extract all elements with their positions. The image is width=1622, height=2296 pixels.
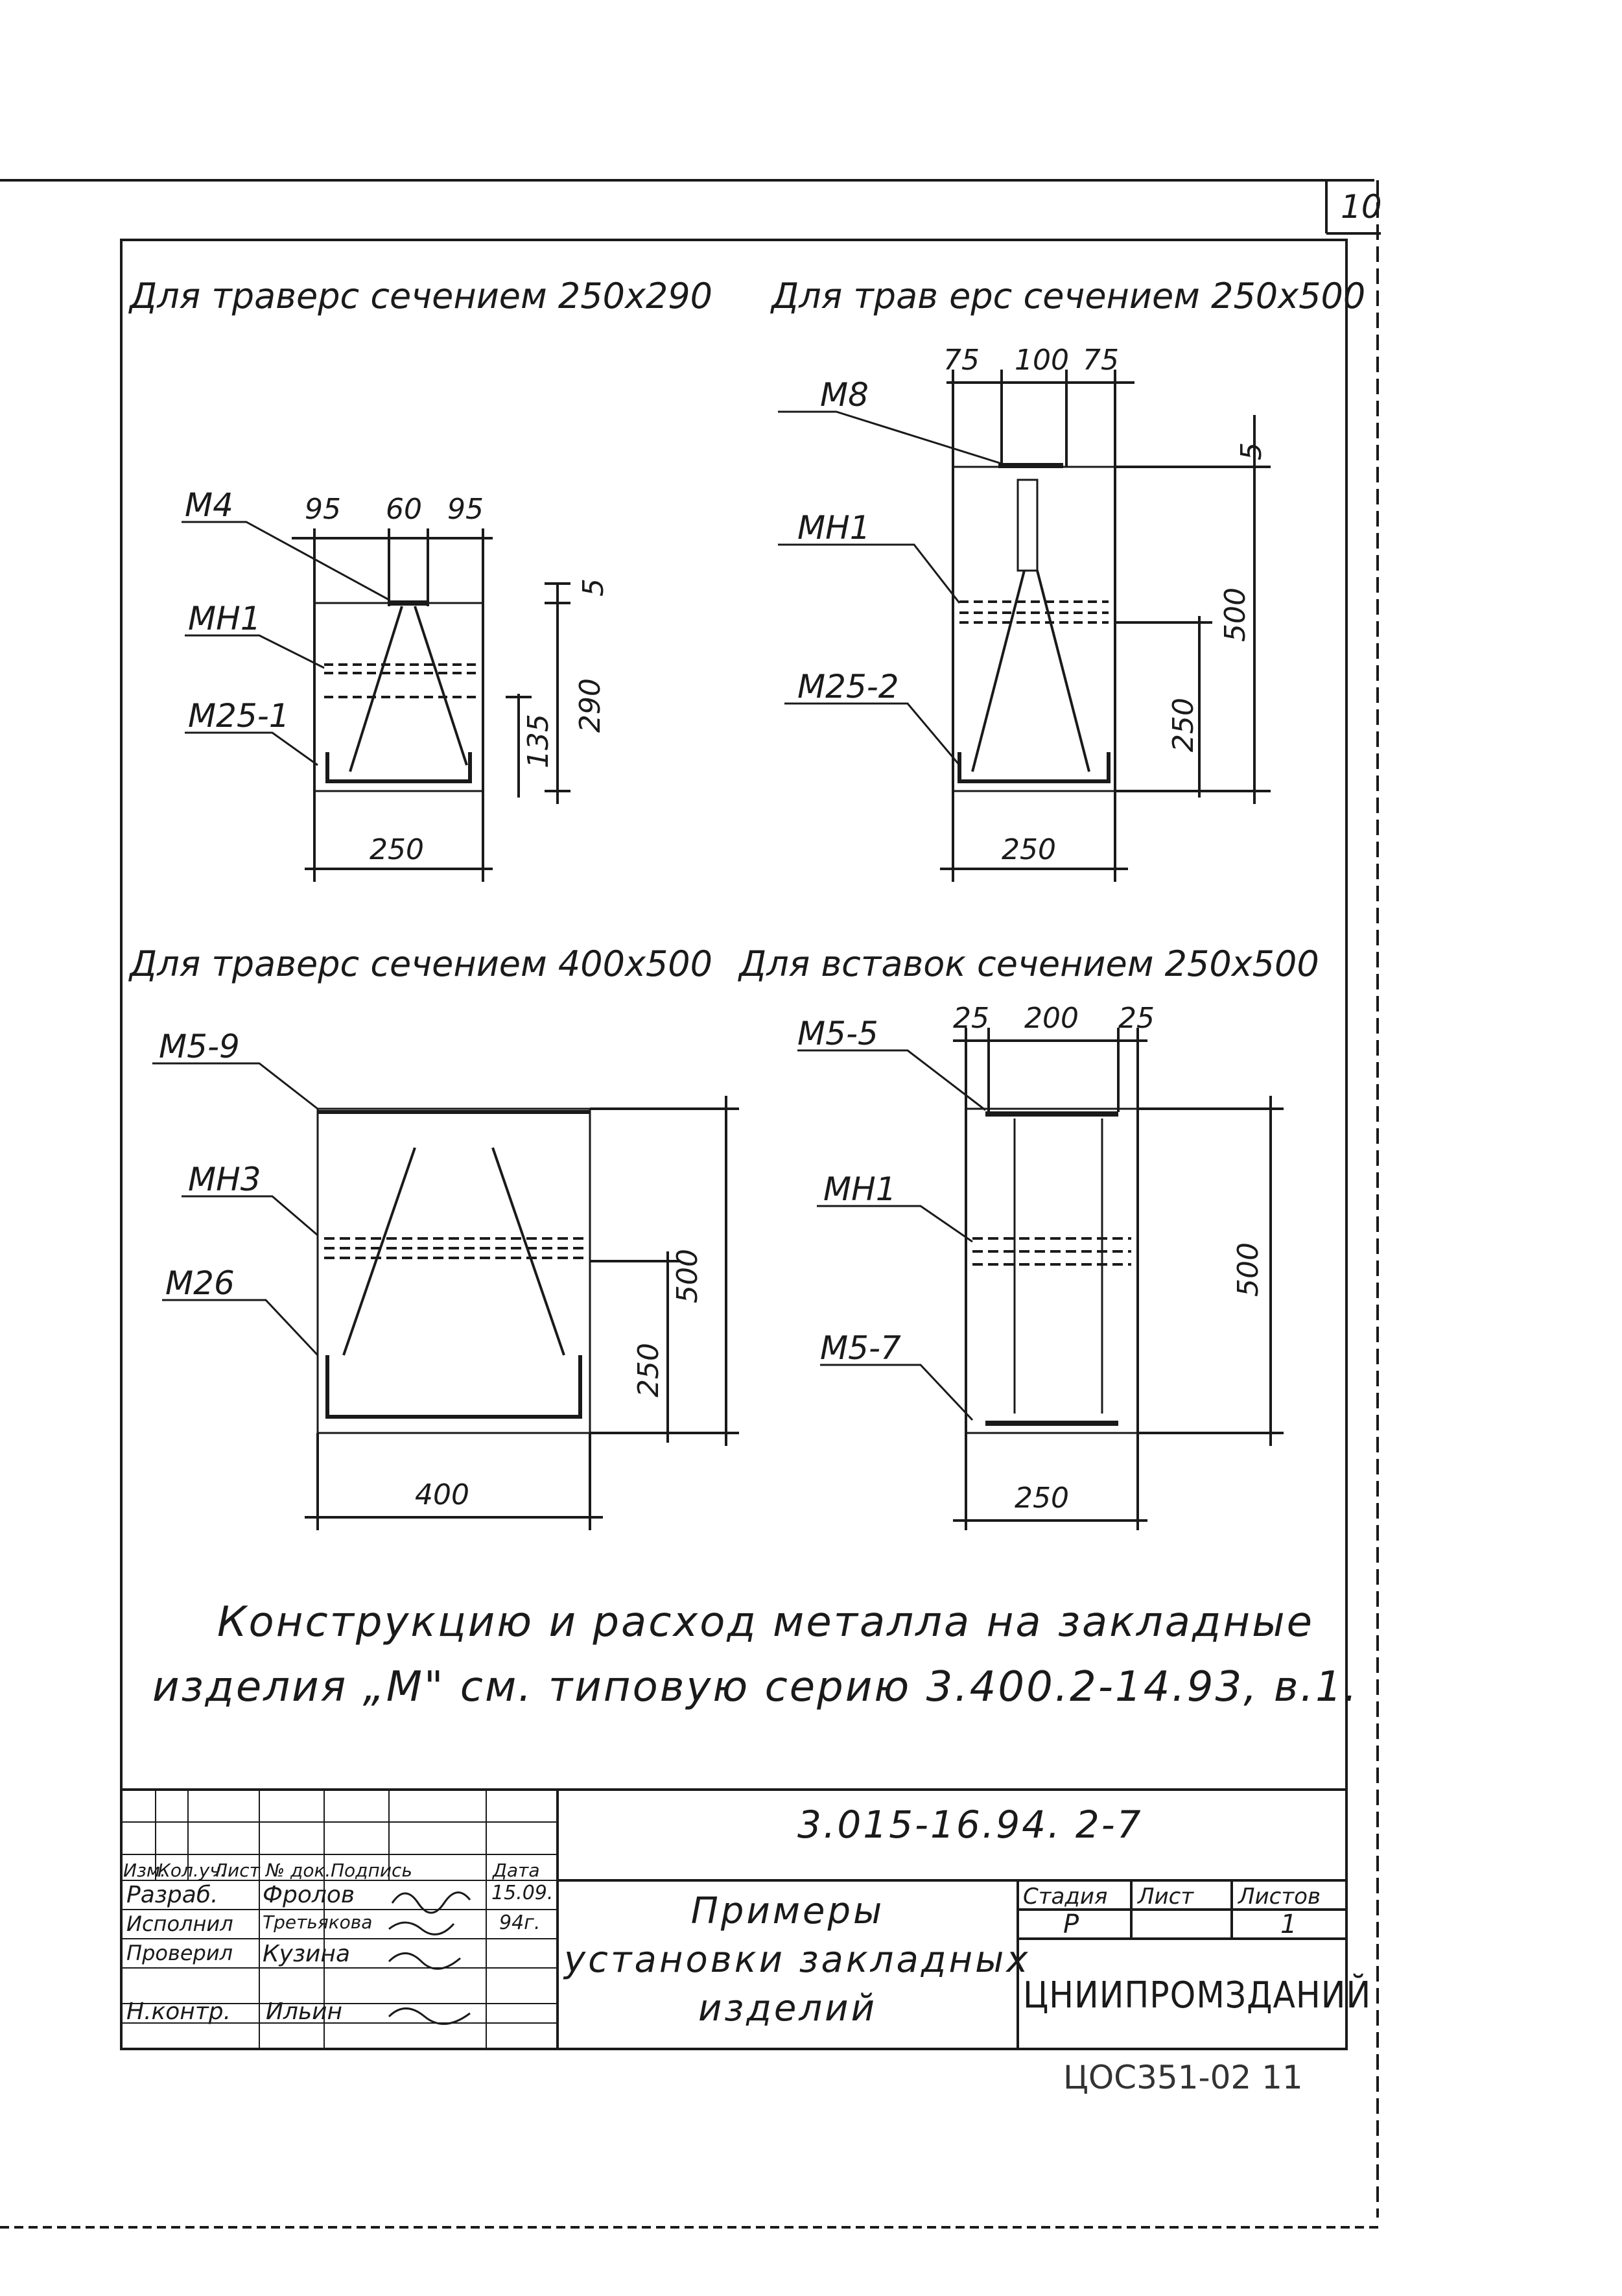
header-signature: Подпись [331,1860,412,1881]
header-izm: Изм. [123,1860,166,1881]
f2-dim-top-right: 75 [1083,344,1119,377]
f3-channel-m26 [327,1355,580,1417]
f4-dim-right-full: 500 [1232,1242,1265,1297]
f1-bar-right [415,606,467,765]
f4-mark-m5-7: М5-7 [820,1329,901,1367]
drawing-title-line-2: установки закладных [564,1939,1031,1981]
archive-stamp: ЦОС351-02 11 [1063,2059,1303,2096]
row-name-2: Третьякова [263,1911,373,1933]
f4-dim-top-left: 25 [953,1002,989,1035]
sheet-header: Лист [1138,1884,1194,1910]
f3-dim-right-full: 500 [671,1249,704,1303]
row-name-3: Кузина [263,1941,350,1967]
f2-dim-right-inner: 250 [1167,698,1200,752]
f1-dim-top-mid: 60 [386,493,422,526]
f4-mark-mn1: МН1 [823,1170,897,1208]
f1-mark-m25-1: М25-1 [188,697,290,735]
signature-scribble-2 [389,1923,454,1934]
f2-section-outline [953,467,1115,791]
f2-mark-m8: М8 [820,376,869,414]
drawing-title-line-1: Примеры [690,1890,885,1932]
f3-mark-m5-9: М5-9 [159,1028,240,1065]
header-list: Лист [214,1860,260,1881]
f3-mark-mn3: МН3 [188,1161,261,1198]
header-kol-uch: Кол.уч. [158,1860,226,1881]
signature-scribble-4 [389,2009,470,2024]
f1-channel-m25-1 [327,752,470,781]
drawing-code: 3.015-16.94. 2-7 [797,1803,1143,1847]
row-date-1: 15.09. [491,1882,554,1904]
stage-value: Р [1063,1910,1079,1939]
f2-dim-top-mid: 100 [1015,344,1069,377]
sheets-header: Листов [1238,1884,1321,1910]
f4-dim-top-right: 25 [1118,1002,1155,1035]
f3-bar-right [493,1148,564,1355]
f2-mark-mn1: МН1 [797,509,871,547]
header-date: Дата [493,1860,540,1881]
signature-scribble-3 [389,1954,460,1969]
f2-dim-right-full: 500 [1219,587,1252,642]
f1-dim-top-right: 95 [447,493,484,526]
stage-header: Стадия [1023,1884,1108,1910]
f3-heading: Для траверс сечением 400х500 [130,943,713,984]
f2-mark-m25-2: М25-2 [797,668,899,705]
f2-heading: Для трав ерс сечением 250х500 [771,276,1366,316]
f1-heading: Для траверс сечением 250х290 [130,276,713,316]
f3-section-outline [318,1109,590,1433]
f2-dim-top-left: 75 [943,344,980,377]
f1-bar-left [350,606,402,772]
row-name-5: Ильин [266,1998,343,2025]
sheet-number: 10 [1341,188,1382,226]
f2-dim-right-top: 5 [1235,442,1268,460]
f1-dim-right-top: 5 [577,578,610,597]
row-role-3: Проверил [126,1941,233,1965]
f1-dim-bottom: 250 [370,833,424,866]
row-name-1: Фролов [263,1882,355,1908]
f1-mark-mn1: МН1 [188,600,261,637]
row-role-5: Н.контр. [126,1998,231,2025]
row-date-2: 94г. [499,1911,541,1934]
f1-mark-m4: М4 [185,486,233,524]
f4-dim-top-mid: 200 [1024,1002,1079,1035]
f1-dim-top-left: 95 [305,493,341,526]
row-role-1: Разраб. [126,1882,218,1908]
f4-dim-bottom: 250 [1015,1482,1069,1515]
organization-name: ЦНИИПРОМЗДАНИЙ [1023,1974,1372,2017]
f1-dim-right-full: 290 [574,678,607,733]
f3-dim-right-inner: 250 [632,1343,665,1397]
f4-heading: Для вставок сечением 250х500 [739,943,1319,984]
drawing-title-line-3: изделий [698,1987,877,2030]
f2-dim-bottom: 250 [1002,833,1056,866]
f4-section-outline [966,1109,1138,1433]
f3-mark-m26: М26 [165,1264,235,1302]
f4-mark-m5-5: М5-5 [797,1015,878,1052]
note-line-1: Конструкцию и расход металла на закладные [217,1598,1314,1646]
row-role-2: Исполнил [126,1911,233,1936]
f3-bar-left [344,1148,415,1355]
f1-dim-right-inner: 135 [522,714,555,768]
header-doc-no: № док. [266,1860,331,1881]
sheets-value: 1 [1280,1910,1297,1939]
note-line-2: изделия „М" см. типовую серию 3.400.2-14.93, в.1. [152,1663,1359,1711]
f3-dim-bottom: 400 [415,1478,469,1511]
